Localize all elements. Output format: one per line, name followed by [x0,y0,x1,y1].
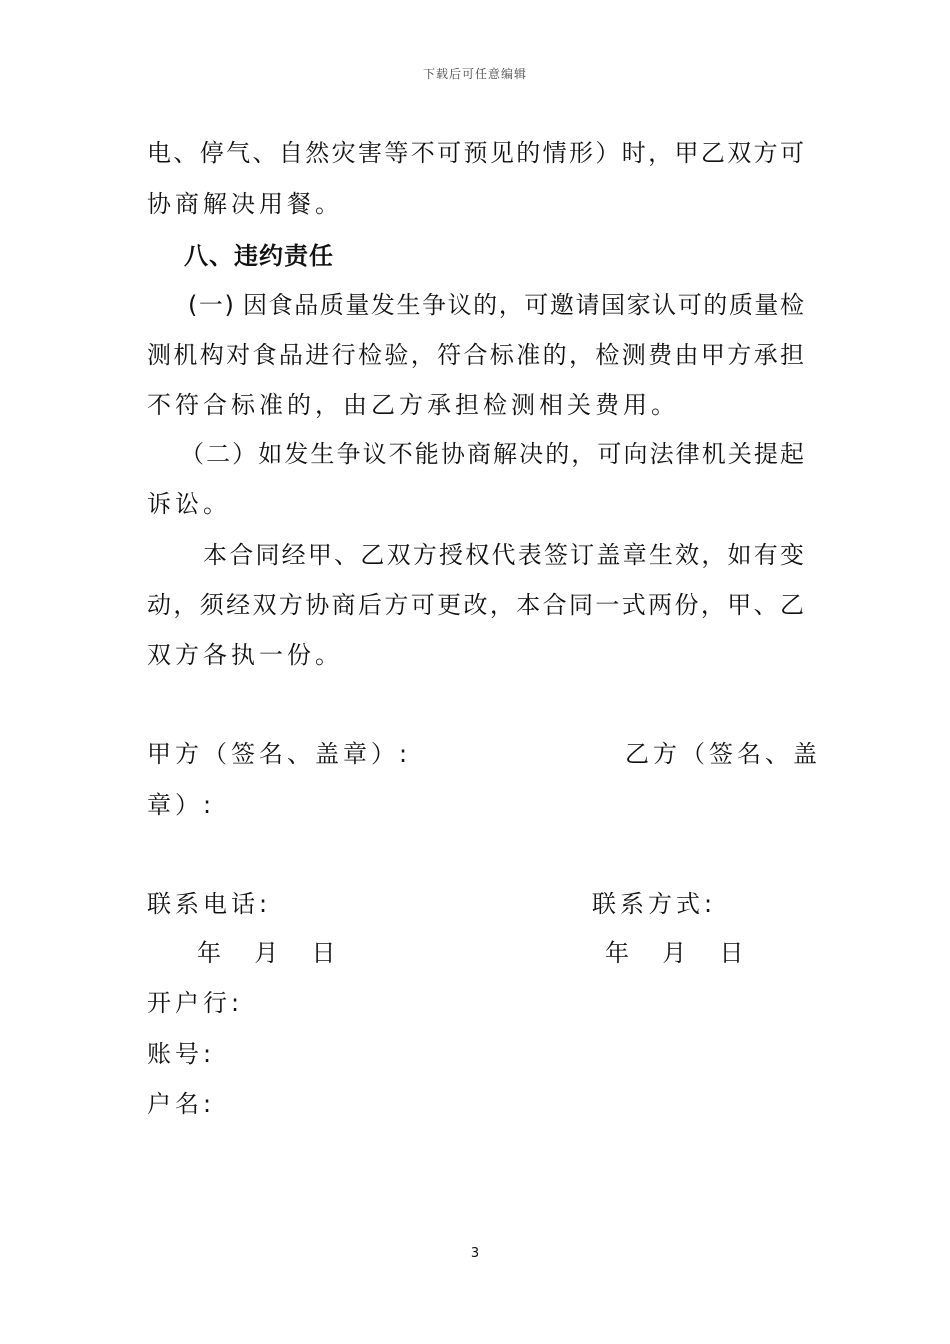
page-header-note: 下载后可任意编辑 [422,67,527,81]
paragraph-line: 动，须经双方协商后方可更改，本合同一式两份，甲、乙 [147,591,804,619]
party-b-date: 年 月 日 [605,939,750,967]
party-b-signature-label: 乙方（签名、盖 [625,740,821,768]
paragraph-line: 协商解决用餐。 [147,190,343,218]
paragraph-line: 不符合标准的，由乙方承担检测相关费用。 [147,391,679,419]
bank-label: 开户行: [147,989,244,1017]
paragraph-line: 测机构对食品进行检验，符合标准的，检测费由甲方承担 [147,341,804,369]
contact-method-label: 联系方式: [592,890,717,918]
party-a-date: 年 月 日 [197,939,342,967]
page-number: 3 [470,1246,480,1261]
paragraph-line: 本合同经甲、乙双方授权代表签订盖章生效，如有变 [203,541,804,569]
account-name-label: 户名: [147,1090,216,1118]
account-number-label: 账号: [147,1040,216,1068]
paragraph-line: （二）如发生争议不能协商解决的，可向法律机关提起 [180,440,804,468]
paragraph-line: (一) 因食品质量发生争议的，可邀请国家认可的质量检 [188,291,804,319]
phone-label: 联系电话: [147,890,272,918]
paragraph-line: 双方各执一份。 [147,641,343,669]
paragraph-line: 电、停气、自然灾害等不可预见的情形）时，甲乙双方可 [147,139,804,167]
party-b-signature-label-continued: 章）: [147,791,216,819]
party-a-signature-label: 甲方（签名、盖章）: [147,740,412,768]
paragraph-line: 诉讼。 [147,490,231,518]
section-heading: 八、违约责任 [184,242,334,270]
